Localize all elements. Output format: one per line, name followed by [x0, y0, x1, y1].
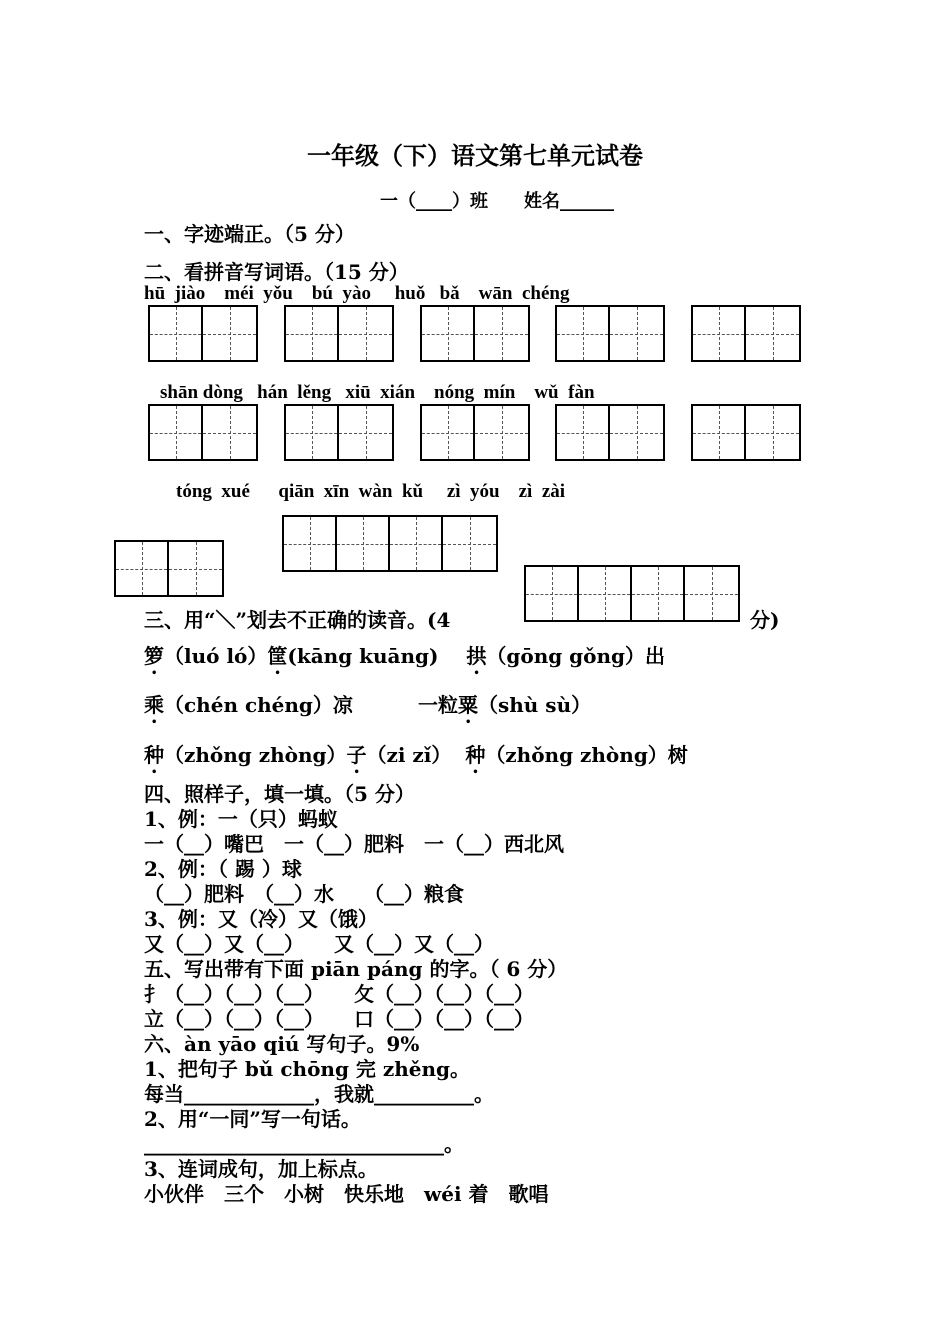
q3-line-a: 箩（luó ló）筐(kāng kuāng) 拱（gōng gǒng）出	[144, 644, 666, 668]
section-4-heading: 四、照样子，填一填。（5 分）	[144, 782, 415, 806]
s4-line: （__）肥料 （__）水 （__）粮食	[144, 882, 464, 906]
s6-line: 3、连词成句，加上标点。	[144, 1157, 378, 1181]
s4-line: 2、例：（ 踢 ）球	[144, 857, 302, 881]
writing-grid[interactable]	[148, 305, 258, 362]
s6-line: 1、把句子 bǔ chōng 完 zhěng。	[144, 1057, 471, 1081]
writing-grid[interactable]	[148, 404, 258, 461]
s6-line: 小伙伴 三个 小树 快乐地 wéi 着 歌唱	[144, 1182, 549, 1206]
pinyin-row-2: shān dòng hán lěng xiū xián nóng mín wǔ fàn	[160, 382, 595, 403]
s4-line: 3、例：又（冷）又（饿）	[144, 907, 378, 931]
writing-grid[interactable]	[524, 565, 740, 622]
section-3-score: 分)	[750, 608, 780, 632]
s6-line: 2、用“一同”写一句话。	[144, 1107, 361, 1131]
section-1-heading: 一、字迹端正。（5 分）	[144, 222, 355, 246]
writing-grid[interactable]	[420, 305, 530, 362]
section-5-heading: 五、写出带有下面 piān páng 的字。（ 6 分）	[144, 957, 568, 981]
writing-grid[interactable]	[284, 305, 394, 362]
writing-grid[interactable]	[691, 305, 801, 362]
pinyin-row-3: tóng xué qiān xīn wàn kǔ zì yóu zì zài	[176, 481, 566, 502]
section-3-heading: 三、用“＼”划去不正确的读音。(4	[144, 608, 451, 632]
q3-line-b2: 一粒粟（shù sù）	[418, 693, 592, 717]
class-name-line: 一（____）班 姓名______	[380, 191, 614, 212]
q3-line-c: 种（zhǒng zhòng）子（zi zǐ） 种（zhǒng zhòng）树	[144, 743, 688, 767]
s5-line: 立（__）（__）（__） 口（__）（__）（__）	[144, 1007, 534, 1031]
section-2-heading: 二、看拼音写词语。（15 分）	[144, 260, 409, 284]
s4-line: 一（__）嘴巴 一（__）肥料 一（__）西北风	[144, 832, 564, 856]
page-title: 一年级（下）语文第七单元试卷	[307, 141, 643, 170]
s4-line: 又（__）又（__） 又（__）又（__）	[144, 932, 494, 956]
writing-grid[interactable]	[114, 540, 224, 597]
pinyin-row-1: hū jiào méi yǒu bú yào huǒ bǎ wān chéng	[144, 283, 570, 304]
writing-grid[interactable]	[555, 305, 665, 362]
writing-grid[interactable]	[555, 404, 665, 461]
s5-line: 扌（__）（__）（__） 攵（__）（__）（__）	[144, 982, 534, 1006]
s6-line: ______________________________。	[144, 1132, 464, 1156]
writing-grid[interactable]	[282, 515, 498, 572]
writing-grid[interactable]	[284, 404, 394, 461]
s4-line: 1、例：一（只）蚂蚁	[144, 807, 338, 831]
section-6-heading: 六、àn yāo qiú 写句子。9%	[144, 1032, 420, 1056]
s6-line: 每当_____________，我就__________。	[144, 1082, 494, 1106]
q3-line-b: 乘（chén chéng）凉	[144, 693, 353, 717]
writing-grid[interactable]	[691, 404, 801, 461]
writing-grid[interactable]	[420, 404, 530, 461]
